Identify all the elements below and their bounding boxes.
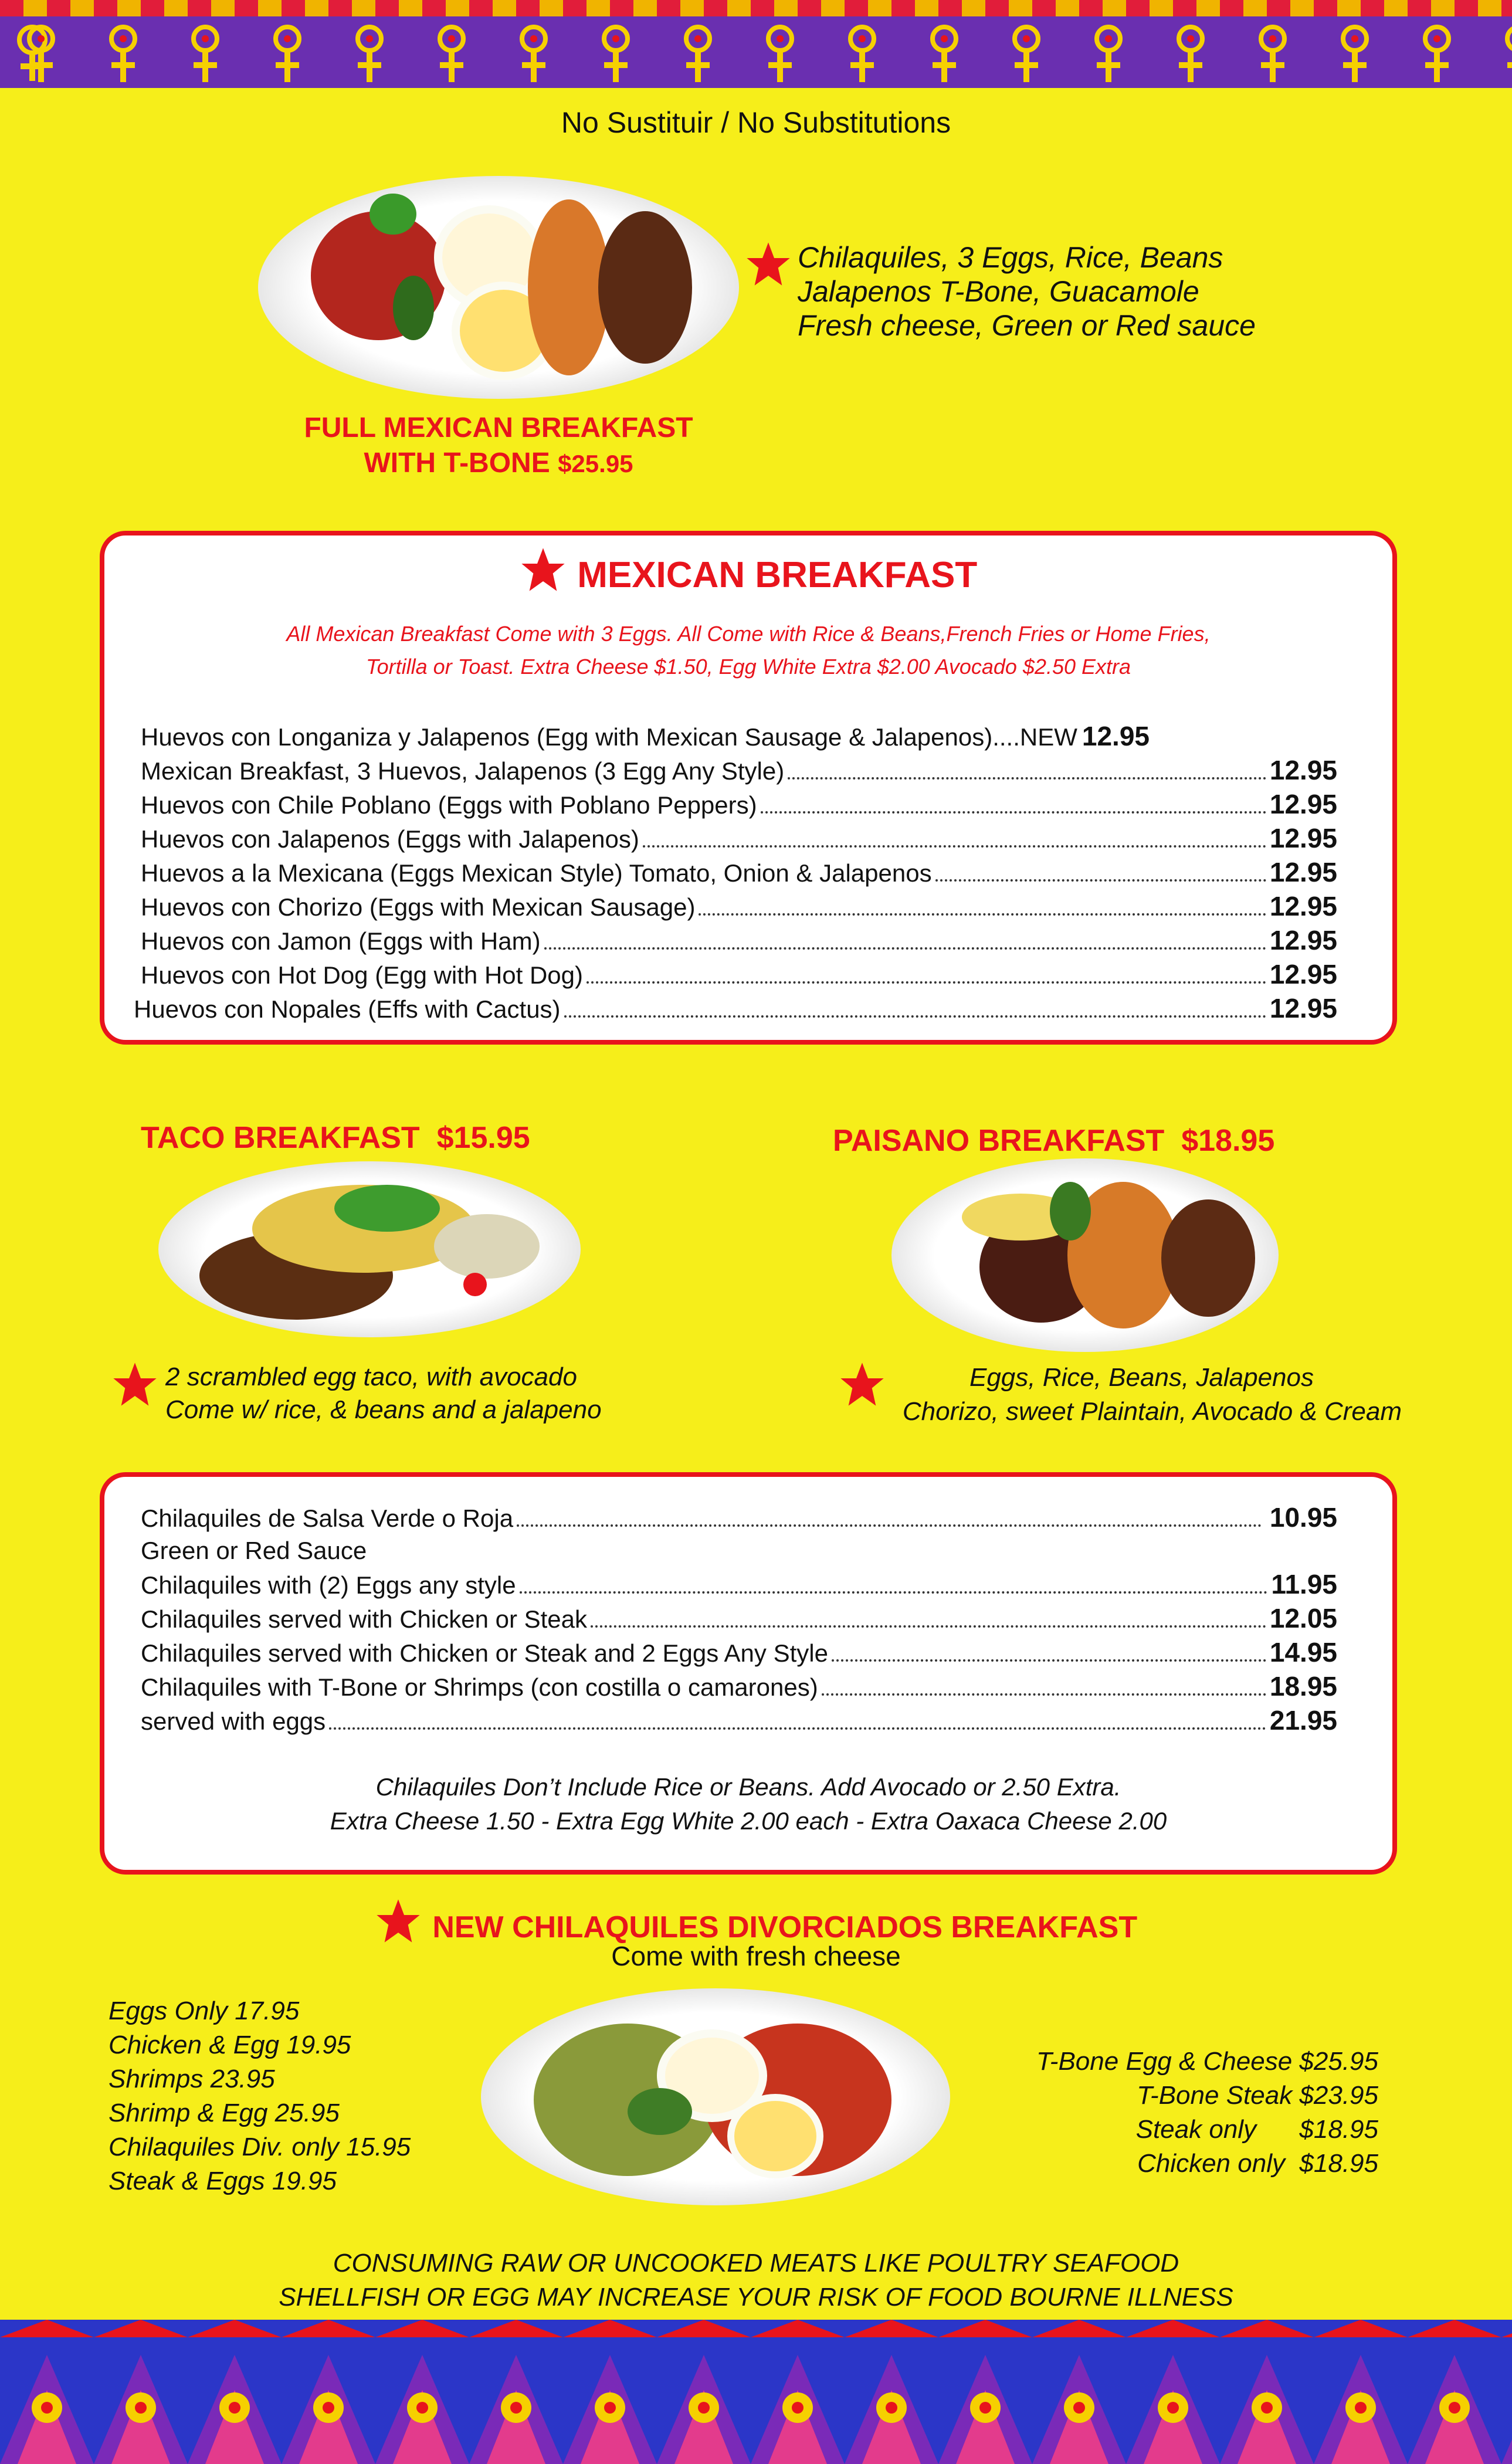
paisano-breakfast-desc-line: Eggs, Rice, Beans, Jalapenos [969, 1363, 1314, 1392]
warning-line2: SHELLFISH OR EGG MAY INCREASE YOUR RISK OF FOOD BOURNE ILLNESS [279, 2283, 1233, 2312]
divorciados-subtitle: Come with fresh cheese [611, 1941, 901, 1971]
chilaquiles-note-line2: Extra Cheese 1.50 - Extra Egg White 2.00 each - Extra Oaxaca Cheese 2.00 [330, 1807, 1167, 1835]
divorciados-option: Eggs Only 17.95 [109, 1997, 300, 2025]
menu-item-name: Mexican Breakfast, 3 Huevos, Jalapenos (3 Egg Any Style) [141, 757, 785, 785]
menu-item-name: Huevos con Chile Poblano (Eggs with Poblano Peppers) [141, 791, 757, 819]
mexican-breakfast-header [104, 546, 1392, 596]
taco-breakfast-plate-image [158, 1161, 581, 1337]
menu-item-name: Huevos con Longaniza y Jalapenos (Egg with Mexican Sausage & Jalapenos)....NEW [141, 723, 1077, 751]
divorciados-option: Chicken & Egg 19.95 [109, 2031, 351, 2059]
divorciados-title: NEW CHILAQUILES DIVORCIADOS BREAKFAST [432, 1910, 1138, 1944]
mexican-breakfast-note [104, 618, 1392, 683]
no-substitutions-note: No Sustituir / No Substitutions [561, 106, 951, 139]
divorciados-plate-image [481, 1988, 950, 2205]
menu-item-price: 10.95 [1269, 1502, 1337, 1533]
menu-item-name: Chilaquiles served with Chicken or Steak and 2 Eggs Any Style [141, 1639, 828, 1667]
menu-item [141, 720, 1337, 752]
menu-item-name: Huevos a la Mexicana (Eggs Mexican Style) Tomato, Onion & Jalapenos [141, 859, 932, 887]
mexican-breakfast-list [134, 720, 1337, 1025]
menu-item-price: 12.95 [1269, 823, 1337, 853]
mexican-breakfast-title: MEXICAN BREAKFAST [577, 555, 978, 595]
divorciados-option: T-Bone Egg & Cheese $25.95 [1036, 2047, 1378, 2076]
menu-item-price: 18.95 [1269, 1671, 1337, 1702]
divorciados-header [0, 1897, 1512, 1945]
top-decorative-band [0, 0, 1512, 88]
full-breakfast-title-line1: FULL MEXICAN BREAKFAST [304, 412, 693, 443]
divorciados-option: Chicken only $18.95 [1137, 2149, 1378, 2178]
divorciados-option: Steak only $18.95 [1135, 2115, 1378, 2144]
chilaquiles-box [100, 1472, 1397, 1875]
menu-item-name: Huevos con Hot Dog (Egg with Hot Dog) [141, 961, 584, 989]
menu-item-name: Huevos con Jalapenos (Eggs with Jalapenos) [141, 825, 639, 853]
paisano-breakfast-price: $18.95 [1181, 1124, 1275, 1158]
taco-breakfast-desc-line: Come w/ rice, & beans and a jalapeno [165, 1395, 602, 1424]
full-breakfast-title [258, 411, 739, 482]
divorciados-option: Shrimps 23.95 [109, 2065, 275, 2093]
chilaquiles-sauce-note: Green or Red Sauce [141, 1537, 367, 1564]
divorciados-left-list [109, 1994, 411, 2198]
menu-item [141, 890, 1337, 922]
menu-item-name: Huevos con Chorizo (Eggs with Mexican Sausage) [141, 893, 696, 921]
full-breakfast-price: $25.95 [558, 450, 633, 477]
star-icon [520, 546, 567, 593]
menu-item-price: 11.95 [1271, 1569, 1337, 1599]
zigzag-border [0, 0, 1512, 16]
menu-item-name: Chilaquiles with T-Bone or Shrimps (con costilla o camarones) [141, 1673, 818, 1701]
menu-item-price: 12.95 [1269, 993, 1337, 1023]
menu-item [141, 1636, 1337, 1668]
divorciados-right-list [909, 2045, 1378, 2181]
full-breakfast-desc-line: Jalapenos T-Bone, Guacamole [798, 275, 1199, 308]
menu-item-price: 12.95 [1269, 755, 1337, 785]
menu-item [141, 1568, 1337, 1600]
menu-item-name: Huevos con Jamon (Eggs with Ham) [141, 927, 541, 955]
bottom-decorative-band [0, 2320, 1512, 2464]
star-icon [745, 240, 792, 287]
star-icon [111, 1361, 158, 1408]
menu-item-price: 21.95 [1269, 1705, 1337, 1736]
paisano-breakfast-title [833, 1123, 1274, 1158]
motif-pattern [0, 16, 1512, 88]
menu-item [141, 1502, 1337, 1533]
menu-item-price: 12.05 [1269, 1603, 1337, 1633]
menu-item [141, 1704, 1337, 1736]
taco-breakfast-title [141, 1120, 530, 1155]
divorciados-option: Steak & Eggs 19.95 [109, 2167, 337, 2195]
menu-item [141, 754, 1337, 786]
menu-item [141, 856, 1337, 888]
menu-item-price: 12.95 [1269, 959, 1337, 989]
menu-item [141, 788, 1337, 820]
full-breakfast-desc-line: Fresh cheese, Green or Red sauce [798, 309, 1256, 342]
menu-item-price: 12.95 [1269, 789, 1337, 819]
taco-breakfast-price: $15.95 [436, 1121, 530, 1155]
menu-item [141, 1602, 1337, 1634]
menu-item [141, 1670, 1337, 1702]
menu-item-price: 12.95 [1082, 721, 1150, 751]
bottom-pattern [0, 2320, 1512, 2464]
warning-line1: CONSUMING RAW OR UNCOOKED MEATS LIKE POULTRY SEAFOOD [333, 2249, 1179, 2277]
taco-breakfast-name: TACO BREAKFAST [141, 1121, 420, 1155]
chilaquiles-list [141, 1502, 1337, 1748]
full-breakfast-desc-line: Chilaquiles, 3 Eggs, Rice, Beans [798, 241, 1223, 274]
full-breakfast-title-line2: WITH T-BONE [364, 448, 550, 479]
divorciados-option: T-Bone Steak $23.95 [1137, 2081, 1378, 2110]
menu-item-price: 12.95 [1269, 857, 1337, 887]
mexican-breakfast-note-line2: Tortilla or Toast. Extra Cheese $1.50, Egg White Extra $2.00 Avocado $2.50 Extra [365, 655, 1131, 679]
menu-item [141, 822, 1337, 854]
menu-item [141, 958, 1337, 990]
paisano-breakfast-desc-line: Chorizo, sweet Plaintain, Avocado & Cream [902, 1397, 1402, 1426]
divorciados-option: Shrimp & Egg 25.95 [109, 2099, 340, 2127]
star-icon [375, 1897, 422, 1944]
chilaquiles-note-line1: Chilaquiles Don’t Include Rice or Beans. Add Avocado or 2.50 Extra. [375, 1773, 1121, 1801]
menu-item [134, 992, 1337, 1024]
menu-item-name: Chilaquiles with (2) Eggs any style [141, 1571, 516, 1599]
menu-item-price: 14.95 [1269, 1637, 1337, 1667]
food-safety-warning [0, 2246, 1512, 2314]
chilaquiles-note [104, 1770, 1392, 1838]
paisano-breakfast-plate-image [891, 1158, 1279, 1352]
menu-item-name: Chilaquiles de Salsa Verde o Roja [141, 1504, 514, 1532]
mexican-breakfast-box [100, 531, 1397, 1045]
divorciados-option: Chilaquiles Div. only 15.95 [109, 2133, 411, 2161]
mexican-breakfast-note-line1: All Mexican Breakfast Come with 3 Eggs. All Come with Rice & Beans,French Fries or Home Fries, [286, 622, 1211, 646]
menu-item-price: 12.95 [1269, 925, 1337, 955]
menu-item-name: Huevos con Nopales (Effs with Cactus) [134, 995, 561, 1023]
menu-item-price: 12.95 [1269, 891, 1337, 921]
menu-item-name: Chilaquiles served with Chicken or Steak [141, 1605, 588, 1633]
full-breakfast-plate-image [258, 176, 739, 399]
menu-item [141, 924, 1337, 956]
paisano-breakfast-name: PAISANO BREAKFAST [833, 1124, 1165, 1158]
menu-item-name: served with eggs [141, 1707, 326, 1735]
taco-breakfast-desc-line: 2 scrambled egg taco, with avocado [165, 1363, 577, 1391]
